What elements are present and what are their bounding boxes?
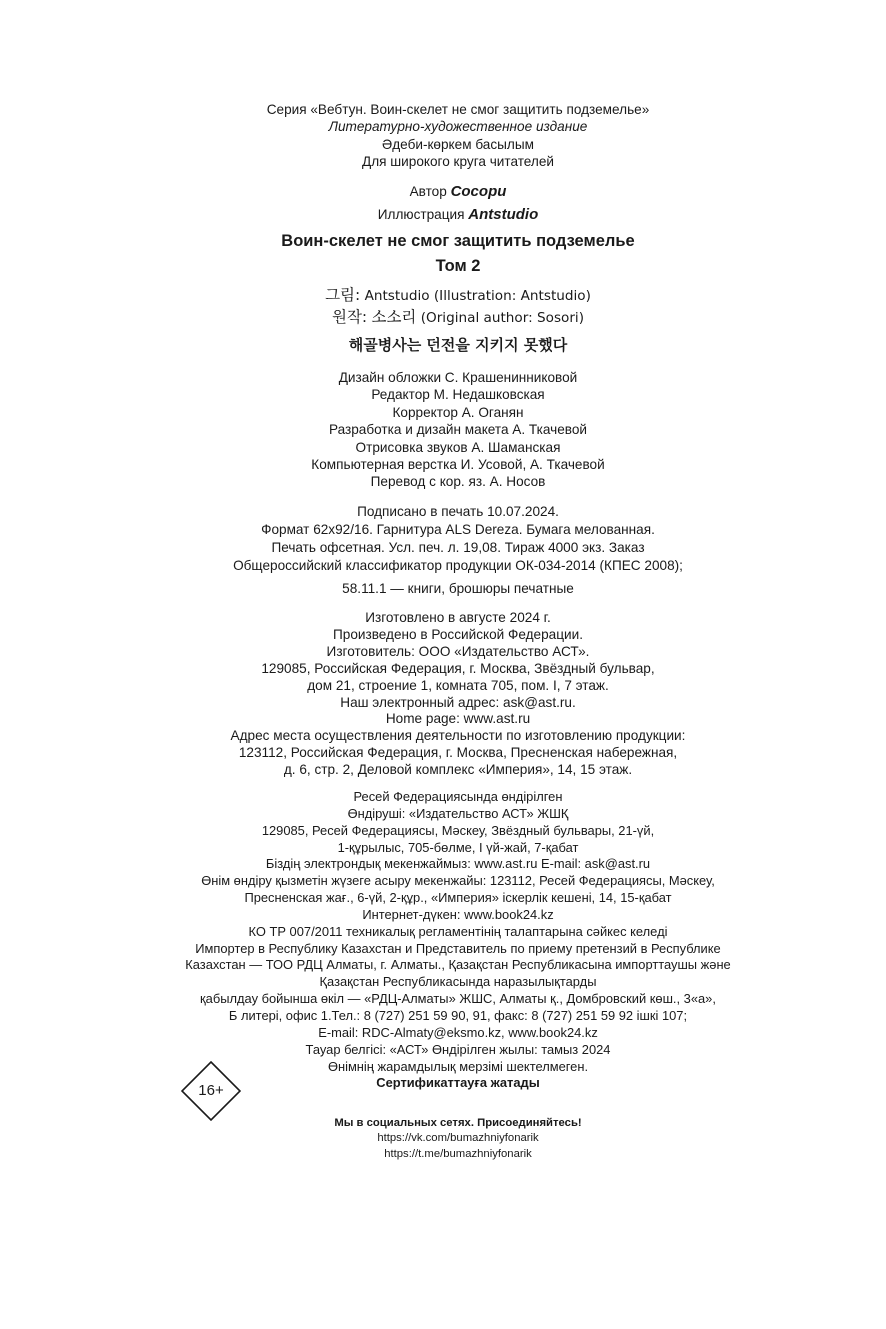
kazakh-line: Б литері, офис 1.Тел.: 8 (727) 251 59 90, 91, факс: 8 (727) 251 59 92 ішкі 107; xyxy=(228,1007,688,1023)
manufacturer-line: д. 6, стр. 2, Деловой комплекс «Империя», 14, 15 этаж. xyxy=(283,762,633,778)
print-info-line: 58.11.1 — книги, брошюры печатные xyxy=(342,581,574,596)
print-info-line: Формат 62x92/16. Гарнитура ALS Dereza. Бумага мелованная. xyxy=(261,522,655,537)
illustrator-name: Antstudio xyxy=(468,206,539,223)
print-info-line: Подписано в печать 10.07.2024. xyxy=(357,504,559,519)
illustration-label: Иллюстрация xyxy=(377,207,465,222)
kazakh-block xyxy=(0,789,886,1092)
staff-block xyxy=(0,369,886,491)
print-info-line: Общероссийский классификатор продукции ОК-034-2014 (КПЕС 2008); xyxy=(233,558,683,573)
kazakh-line: Импортер в Республику Казахстан и Представитель по приему претензий в Республике xyxy=(195,940,721,956)
print-info-line: Печать офсетная. Усл. печ. л. 19,08. Тираж 4000 экз. Заказ xyxy=(271,540,645,555)
kazakh-line: Біздің электрондық мекенжаймыз: www.ast.ru E-mail: ask@ast.ru xyxy=(265,856,651,872)
kazakh-line: Пресненская жағ., 6-үй, 2-құр., «Империя» іскерлік кешені, 14, 15-қабат xyxy=(244,890,672,906)
kazakh-line: Өндіруші: «Издательство АСТ» ЖШҚ xyxy=(347,805,569,821)
korean-block xyxy=(0,285,886,356)
kazakh-line: КО ТР 007/2011 техникалық регламентінің талаптарына сәйкес келеді xyxy=(248,923,668,939)
staff-line: Компьютерная верстка И. Усовой, А. Ткачевой xyxy=(311,457,605,473)
kazakh-line: 1-құрылыс, 705-бөлме, I үй-жай, 7-қабат xyxy=(337,839,579,855)
kazakh-line: 129085, Ресей Федерациясы, Мәскеу, Звёздный бульвары, 21-үй, xyxy=(261,822,655,838)
korean-author-value: (Original author: Sosori) xyxy=(420,310,585,326)
manufacturer-line: 129085, Российская Федерация, г. Москва, Звёздный бульвар, xyxy=(261,660,655,676)
kazakh-line: қабылдау бойынша өкіл — «РДЦ-Алматы» ЖШС, Алматы қ., Домбровский көш., 3«а», xyxy=(200,991,716,1007)
credits-top xyxy=(0,180,886,226)
title-block xyxy=(0,229,886,279)
volume-number: Том 2 xyxy=(435,257,481,275)
staff-line: Корректор А. Оганян xyxy=(392,404,524,420)
social-block xyxy=(0,1116,886,1162)
audience-line: Для широкого круга читателей xyxy=(362,154,554,170)
author-name: Сосори xyxy=(450,183,507,200)
kazakh-line: Казахстан — ТОО РДЦ Алматы, г. Алматы., Қазақстан Республикасына импорттаушы және xyxy=(185,957,731,973)
staff-line: Дизайн обложки С. Крашенинниковой xyxy=(338,370,578,385)
korean-title: 해골병사는 던전을 지키지 못했다 xyxy=(348,336,568,354)
kazakh-line: Интернет-дүкен: www.book24.kz xyxy=(362,906,554,922)
series-block xyxy=(0,101,886,171)
kazakh-line: Өнімнің жарамдылық мерзімі шектелмеген. xyxy=(327,1058,589,1074)
staff-line: Разработка и дизайн макета А. Ткачевой xyxy=(328,422,588,438)
korean-author-line xyxy=(0,307,886,329)
manufacturer-line: Адрес места осуществления деятельности по изготовлению продукции: xyxy=(230,728,686,744)
age-rating-badge xyxy=(181,1061,241,1121)
print-info-block xyxy=(0,503,886,598)
author-line xyxy=(0,180,886,203)
kazakh-line: Қазақстан Республикасында наразылықтарды xyxy=(319,974,597,990)
kazakh-line: E-mail: RDC-Almaty@eksmo.kz, www.book24.kz xyxy=(318,1024,598,1040)
manufacturer-line: Home page: www.ast.ru xyxy=(385,711,531,727)
korean-author-name: 소소리 xyxy=(371,308,417,326)
illustrator-line xyxy=(0,203,886,226)
staff-line: Редактор М. Недашковская xyxy=(371,387,545,403)
series-line: Серия «Вебтун. Воин-скелет не смог защитить подземелье» xyxy=(266,102,650,117)
kazakh-line: Ресей Федерациясында өндірілген xyxy=(353,789,563,804)
korean-art-label: 그림: xyxy=(325,286,361,304)
vk-link[interactable]: https://vk.com/bumazhniyfonarik xyxy=(377,1132,539,1145)
book-title: Воин-скелет не смог защитить подземелье xyxy=(281,232,635,250)
manufacturer-line: Наш электронный адрес: ask@ast.ru. xyxy=(340,694,576,710)
edition-type-kz: Әдеби-көркем басылым xyxy=(382,136,534,152)
certification-line: Сертификаттауға жатады xyxy=(376,1075,540,1091)
staff-line: Отрисовка звуков А. Шаманская xyxy=(355,439,561,455)
edition-type: Литературно-художественное издание xyxy=(328,119,588,135)
manufacturer-line: Изготовлено в августе 2024 г. xyxy=(365,610,551,625)
korean-author-label: 원작: xyxy=(331,308,368,326)
manufacturer-line: Произведено в Российской Федерации. xyxy=(333,626,583,642)
staff-line: Перевод с кор. яз. А. Носов xyxy=(370,474,546,490)
kazakh-line: Өнім өндіру қызметін жүзеге асыру мекенжайы: 123112, Ресей Федерациясы, Мәскеу, xyxy=(201,873,715,889)
manufacturer-line: Изготовитель: ООО «Издательство АСТ». xyxy=(326,643,590,659)
manufacturer-block xyxy=(0,610,886,779)
telegram-link[interactable]: https://t.me/bumazhniyfonarik xyxy=(384,1147,532,1160)
kazakh-line: Тауар белгісі: «АСТ» Өндірілген жылы: тамыз 2024 xyxy=(305,1041,611,1057)
social-heading: Мы в социальных сетях. Присоединяйтесь! xyxy=(334,1117,582,1129)
manufacturer-line: 123112, Российская Федерация, г. Москва, Пресненская набережная, xyxy=(238,745,678,761)
korean-art-value: Antstudio (Illustration: Antstudio) xyxy=(364,288,591,304)
age-rating-text: 16+ xyxy=(198,1082,224,1099)
author-label: Автор xyxy=(409,184,447,199)
manufacturer-line: дом 21, строение 1, комната 705, пом. I, 7 этаж. xyxy=(307,677,609,693)
korean-art-line xyxy=(0,285,886,307)
